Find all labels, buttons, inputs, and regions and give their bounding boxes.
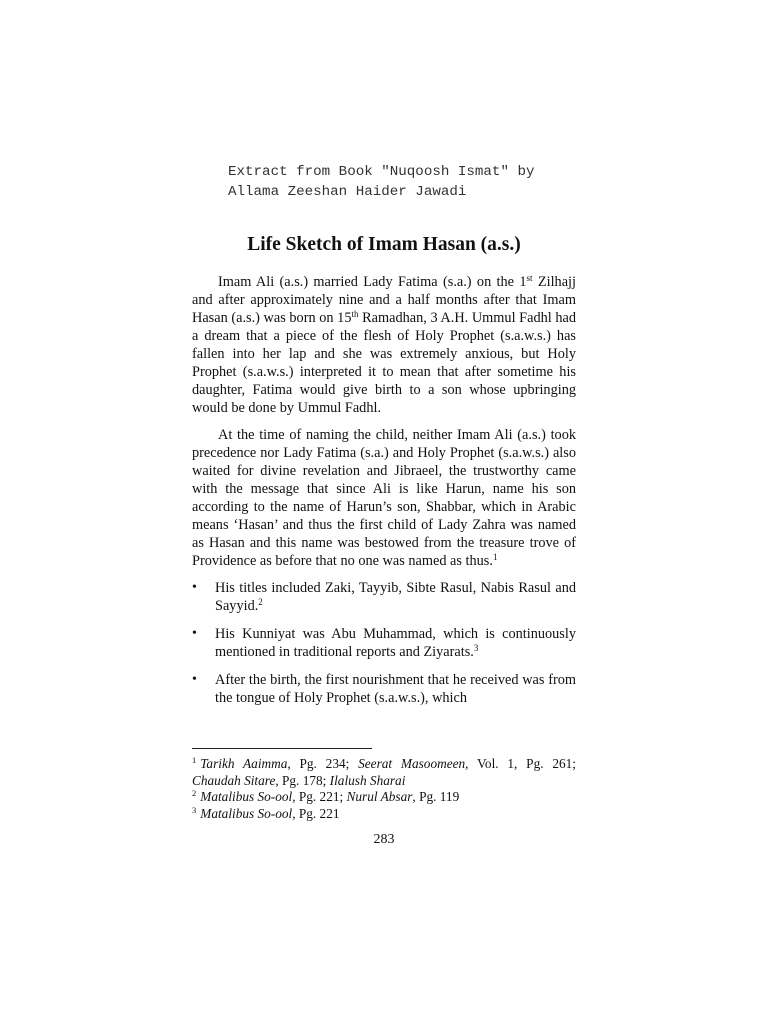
paragraph-1-part-2: Zilhajj and after approximately nine and a half months after that Imam Hasan (a.s.) was born on 15 [192, 274, 576, 326]
citation-detail: , Vol. 1, Pg. 261; [465, 756, 576, 771]
body-text [192, 273, 576, 717]
citation-title: Nurul Absar [346, 789, 413, 804]
paragraph-2-text: At the time of naming the child, neither Imam Ali (a.s.) took precedence nor Lady Fatima (s.a.) and Holy Prophet (s.a.w.s.) also waited for divine revelation and Jibraeel, the trustworthy came with the message that since Ali is like Harun, name his son according to the name of Harun’s son, Shabbar, which in Arabic means ‘Hasan’ and thus the first child of Lady Zahra was named as Hasan and this name was bestowed from the treasure trove of Providence as before that no one was named as thus. [192, 427, 576, 569]
citation-title: Matalibus So-ool [200, 805, 293, 821]
page-title: Life Sketch of Imam Hasan (a.s.) [247, 234, 521, 255]
bullet-text: His Kunniyat was Abu Muhammad, which is continuously mentioned in traditional reports and Ziyarats. [215, 626, 576, 660]
footnote-number: 3 [192, 804, 197, 815]
ordinal-superscript: st [526, 273, 533, 283]
bullet-list [192, 579, 576, 707]
footnote-3 [192, 806, 576, 823]
footnote-reference: 1 [492, 552, 498, 562]
citation-detail: , Pg. 178; [275, 772, 330, 788]
bullet-item [192, 671, 576, 707]
citation-detail: , Pg. 119 [412, 789, 460, 804]
bullet-icon: • [192, 626, 197, 641]
footnote-number: 1 [192, 755, 197, 765]
footnote-reference: 2 [258, 597, 263, 607]
paragraph-2 [192, 426, 576, 570]
footnotes [192, 756, 576, 822]
paragraph-1-part-1: Imam Ali (a.s.) married Lady Fatima (s.a.) on the 1 [218, 274, 527, 290]
extract-line-2: Allama Zeeshan Haider Jawadi [228, 184, 467, 200]
bullet-text: His titles included Zaki, Tayyib, Sibte Rasul, Nabis Rasul and Sayyid. [215, 580, 576, 614]
bullet-item [192, 625, 576, 661]
citation-title: Tarikh Aaimma [200, 756, 288, 771]
bullet-icon: • [192, 672, 197, 687]
bullet-item [192, 579, 576, 615]
citation-title: Chaudah Sitare [192, 772, 276, 788]
bullet-icon: • [192, 580, 197, 595]
paragraph-1-part-3: Ramadhan, 3 A.H. Ummul Fadhl had a dream that a piece of the flesh of Holy Prophet (s.a.w.s.) has fallen into her lap and she was extremely anxious, but Holy Prophet (s.a.w.s.) interpreted it to mean that after sometime his daughter, Fatima would give birth to a son whose upbringing would be done by Ummul Fadhl. [192, 310, 576, 416]
page-number: 283 [373, 832, 395, 847]
footnote-number: 2 [192, 788, 197, 798]
citation-detail: , Pg. 221; [292, 789, 347, 804]
citation-detail: , Pg. 234; [287, 756, 359, 771]
footnote-reference: 3 [473, 643, 479, 653]
footnote-1 [192, 756, 576, 789]
footnote-divider [192, 748, 372, 749]
ordinal-superscript: th [351, 309, 359, 319]
paragraph-1 [192, 273, 576, 417]
book-extract-header [228, 162, 535, 202]
citation-title: Ilalush Sharai [329, 772, 406, 788]
citation-detail: , Pg. 221 [292, 805, 340, 821]
extract-line-1: Extract from Book "Nuqoosh Ismat" by [228, 164, 535, 180]
bullet-text: After the birth, the first nourishment that he received was from the tongue of Holy Prophet (s.a.w.s.), which [215, 672, 576, 706]
footnote-2 [192, 789, 576, 806]
citation-title: Matalibus So-ool [200, 789, 293, 804]
citation-title: Seerat Masoomeen [358, 756, 466, 771]
